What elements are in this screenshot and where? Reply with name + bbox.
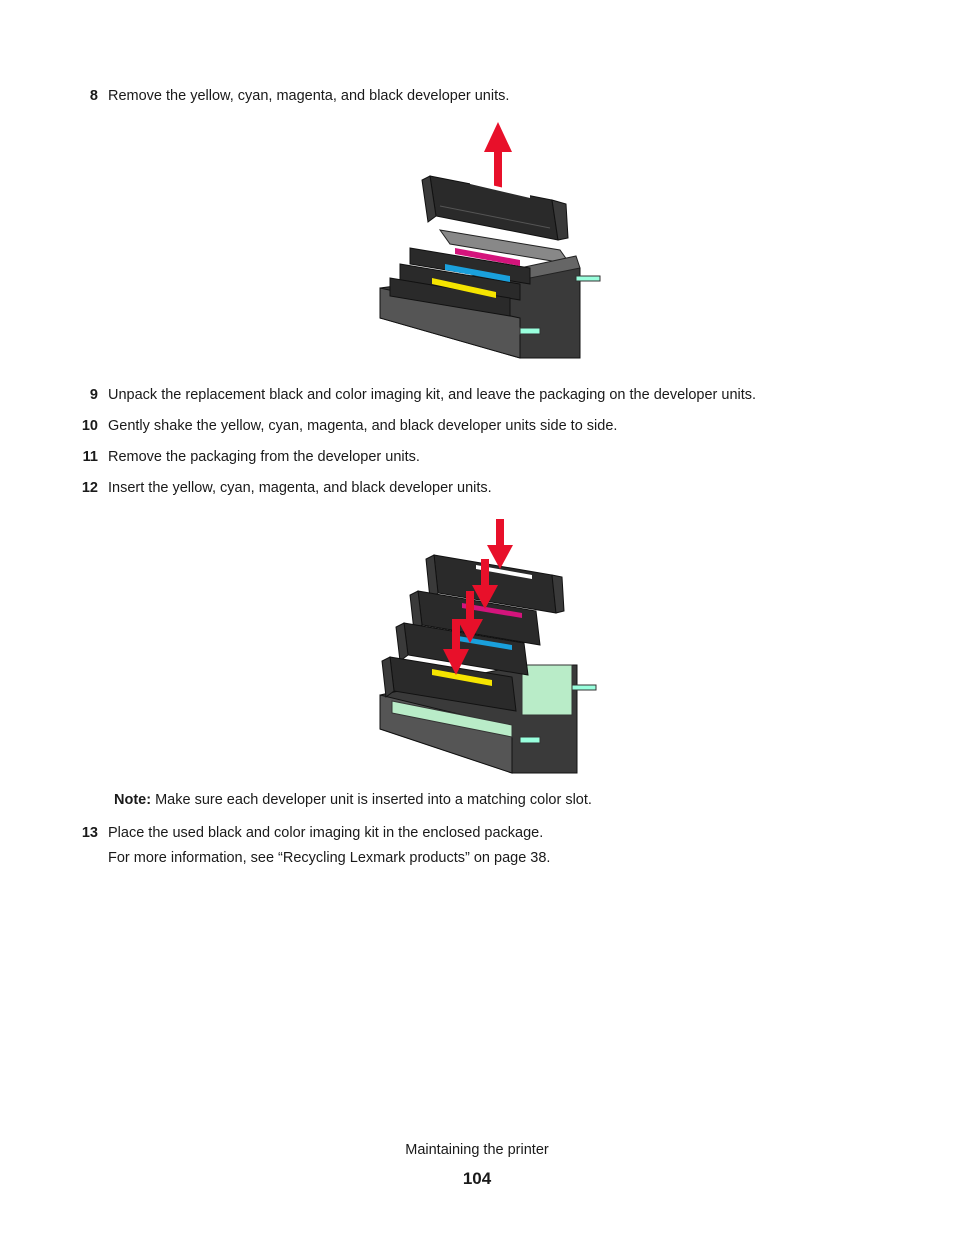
more-info-text: For more information, see “Recycling Lexmark products” on page 38. [108,850,551,866]
note-text: Make sure each developer unit is inserted into a matching color slot. [151,792,592,808]
step-number: 9 [89,387,98,403]
step-text: Place the used black and color imaging kit in the enclosed package. [108,825,544,841]
step-text: Remove the packaging from the developer units. [108,449,420,465]
footer-section-title: Maintaining the printer [405,1142,549,1158]
step-text: Gently shake the yellow, cyan, magenta, and black developer units side to side. [108,418,618,434]
step-9 [89,386,757,404]
step-text: Unpack the replacement black and color imaging kit, and leave the packaging on the developer units. [108,387,757,403]
step-8 [89,87,510,105]
imaging-kit-housing [380,230,600,358]
remove-developer-units-figure [370,118,610,363]
step-number: 12 [81,480,98,496]
step-number: 10 [81,418,98,434]
step-10 [81,417,618,435]
down-arrow-black [487,519,513,569]
step-number: 11 [82,449,98,465]
page-number: 104 [462,1169,492,1188]
step-11 [82,448,420,466]
step-13 [81,824,544,842]
note-label: Note: [114,792,152,808]
step-text: Remove the yellow, cyan, magenta, and black developer units. [108,88,510,104]
insert-developer-units-figure [372,515,612,777]
step-number: 13 [81,825,98,841]
step-number: 8 [89,88,98,104]
step-12 [81,479,492,497]
note [114,792,592,808]
step-text: Insert the yellow, cyan, magenta, and black developer units. [108,480,492,496]
